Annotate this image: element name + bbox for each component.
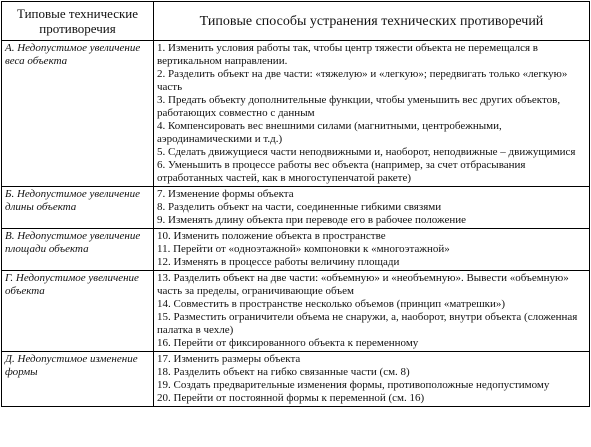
methods-cell xyxy=(154,352,590,407)
method-item: 20. Перейти от постоянной формы к переменной (см. 16) xyxy=(157,392,425,404)
method-item: 16. Перейти от фиксированного объекта к переменному xyxy=(157,337,419,349)
method-item: 15. Разместить ограничители объема не снаружи, а, наоборот, внутри объекта (сложенная палатка в чехле) xyxy=(157,311,578,336)
methods-cell xyxy=(154,41,590,187)
contradiction-cell: Г. Недопустимое увеличение объекта xyxy=(2,271,154,352)
method-item: 8. Разделить объект на части, соединенные гибкими связями xyxy=(157,201,442,213)
contradiction-cell: Д. Недопустимое изменение формы xyxy=(2,352,154,407)
method-item: 4. Компенсировать вес внешними силами (магнитными, центробежными, аэродинамическими и т.д.) xyxy=(157,120,502,145)
header-contradictions: Типовые технические противоречия xyxy=(2,2,154,41)
contradiction-cell: Б. Недопустимое увеличение длины объекта xyxy=(2,187,154,229)
method-item: 6. Уменьшить в процессе работы вес объекта (например, за счет отбрасывания отработанных частей, как в многоступенчатой ракете) xyxy=(157,159,526,184)
method-item: 18. Разделить объект на гибко связанные части (см. 8) xyxy=(157,366,410,378)
method-item: 12. Изменять в процессе работы величину площади xyxy=(157,256,400,268)
methods-cell xyxy=(154,187,590,229)
header-methods: Типовые способы устранения технических противоречий xyxy=(154,2,590,41)
contradictions-table xyxy=(1,1,590,407)
table-row xyxy=(2,352,590,407)
table-row xyxy=(2,187,590,229)
method-item: 2. Разделить объект на две части: «тяжелую» и «легкую»; передвигать только «легкую» часть xyxy=(157,68,568,93)
contradiction-cell: В. Недопустимое увеличение площади объекта xyxy=(2,229,154,271)
method-item: 19. Создать предварительные изменения формы, противоположные недопустимому xyxy=(157,379,550,391)
method-item: 7. Изменение формы объекта xyxy=(157,188,294,200)
table-row xyxy=(2,41,590,187)
table-header-row xyxy=(2,2,590,41)
method-item: 1. Изменить условия работы так, чтобы центр тяжести объекта не перемещался в вертикальном направлении. xyxy=(157,42,538,67)
method-item: 5. Сделать движущиеся части неподвижными и, наоборот, неподвижные – движущимися xyxy=(157,146,576,158)
method-item: 13. Разделить объект на две части: «объемную» и «необъемную». Вывести «объемную» часть за пределы, ограничивающие объем xyxy=(157,272,569,297)
method-item: 14. Совместить в пространстве несколько объемов (принцип «матрешки») xyxy=(157,298,506,310)
method-item: 17. Изменить размеры объекта xyxy=(157,353,301,365)
method-item: 3. Предать объекту дополнительные функции, чтобы уменьшить вес других объектов, работающих совместно с данным xyxy=(157,94,561,119)
methods-cell xyxy=(154,271,590,352)
method-item: 10. Изменить положение объекта в пространстве xyxy=(157,230,386,242)
method-item: 11. Перейти от «одноэтажной» компоновки к «многоэтажной» xyxy=(157,243,450,255)
table-row xyxy=(2,271,590,352)
table-row xyxy=(2,229,590,271)
method-item: 9. Изменять длину объекта при переводе его в рабочее положение xyxy=(157,214,466,226)
contradiction-cell: А. Недопустимое увеличение веса объекта xyxy=(2,41,154,187)
methods-cell xyxy=(154,229,590,271)
